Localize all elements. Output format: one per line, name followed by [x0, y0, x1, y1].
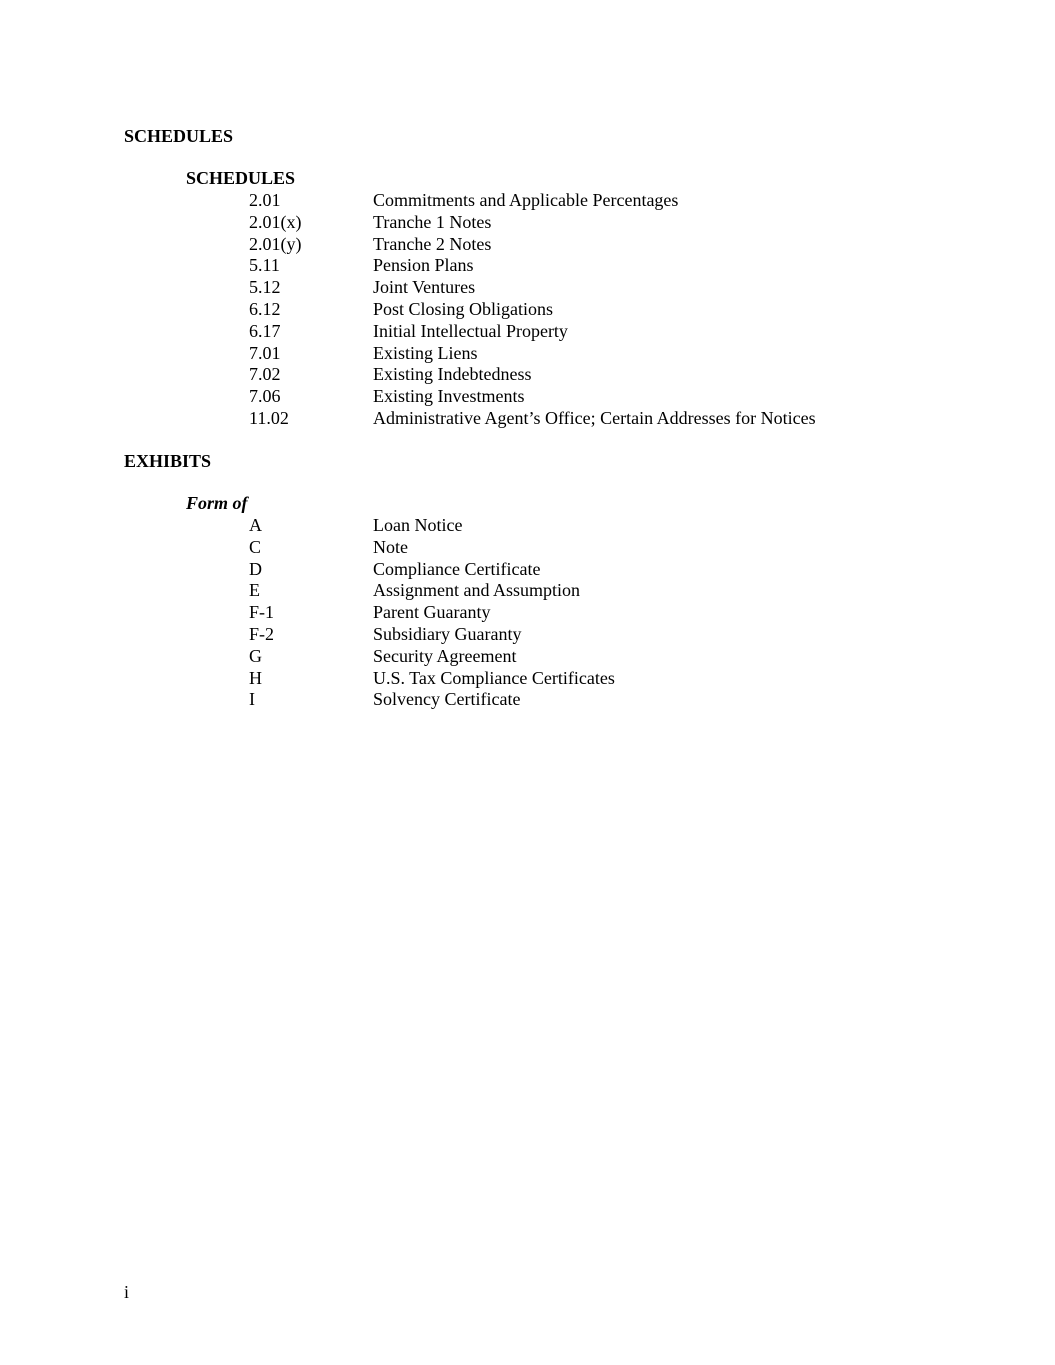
- exhibit-letter: F-2: [249, 623, 275, 644]
- exhibits-heading: EXHIBITS: [124, 451, 212, 471]
- schedule-number: 6.12: [249, 298, 281, 319]
- exhibit-title: Compliance Certificate: [373, 558, 541, 579]
- exhibit-title: Assignment and Assumption: [373, 580, 581, 601]
- schedule-number: 6.17: [249, 320, 281, 341]
- page-heading-schedules: SCHEDULES: [124, 126, 234, 146]
- schedule-number: 5.11: [249, 255, 280, 276]
- schedule-number: 7.02: [249, 364, 281, 385]
- schedule-title: Existing Investments: [373, 386, 525, 407]
- schedule-title: Tranche 1 Notes: [373, 211, 492, 232]
- exhibit-letter: F-1: [249, 602, 275, 623]
- schedule-title: Joint Ventures: [373, 277, 476, 298]
- schedule-number: 5.12: [249, 277, 281, 298]
- schedule-number: 2.01(y): [249, 233, 302, 254]
- schedule-number: 7.06: [249, 386, 281, 407]
- schedule-number: 2.01(x): [249, 211, 302, 232]
- exhibit-title: Note: [373, 536, 408, 557]
- schedule-title: Pension Plans: [373, 255, 474, 276]
- exhibit-title: Parent Guaranty: [373, 602, 491, 623]
- exhibit-letter: A: [249, 515, 262, 535]
- exhibit-title: Loan Notice: [373, 515, 463, 535]
- exhibit-title: Subsidiary Guaranty: [373, 623, 522, 644]
- exhibits-subheading: Form of: [186, 493, 248, 513]
- schedule-title: Administrative Agent’s Office; Certain Addresses for Notices: [373, 407, 816, 428]
- schedule-title: Initial Intellectual Property: [373, 320, 568, 341]
- exhibit-letter: C: [249, 536, 262, 557]
- page-number: i: [124, 1282, 130, 1302]
- exhibit-title: Security Agreement: [373, 645, 517, 666]
- schedule-title: Existing Indebtedness: [373, 364, 532, 385]
- schedules-subheading: SCHEDULES: [186, 168, 296, 188]
- exhibit-title: Solvency Certificate: [373, 689, 521, 710]
- exhibit-letter: D: [249, 558, 262, 579]
- exhibit-letter: E: [249, 580, 260, 601]
- schedule-title: Tranche 2 Notes: [373, 233, 492, 254]
- schedule-title: Existing Liens: [373, 342, 478, 363]
- schedule-number: 2.01: [249, 190, 281, 210]
- schedule-number: 11.02: [249, 407, 289, 428]
- schedule-title: Post Closing Obligations: [373, 298, 554, 319]
- exhibit-letter: G: [249, 645, 262, 666]
- exhibit-letter: H: [249, 667, 262, 688]
- schedule-number: 7.01: [249, 342, 281, 363]
- schedule-title: Commitments and Applicable Percentages: [373, 190, 679, 210]
- exhibit-letter: I: [249, 689, 255, 710]
- exhibit-title: U.S. Tax Compliance Certificates: [373, 667, 615, 688]
